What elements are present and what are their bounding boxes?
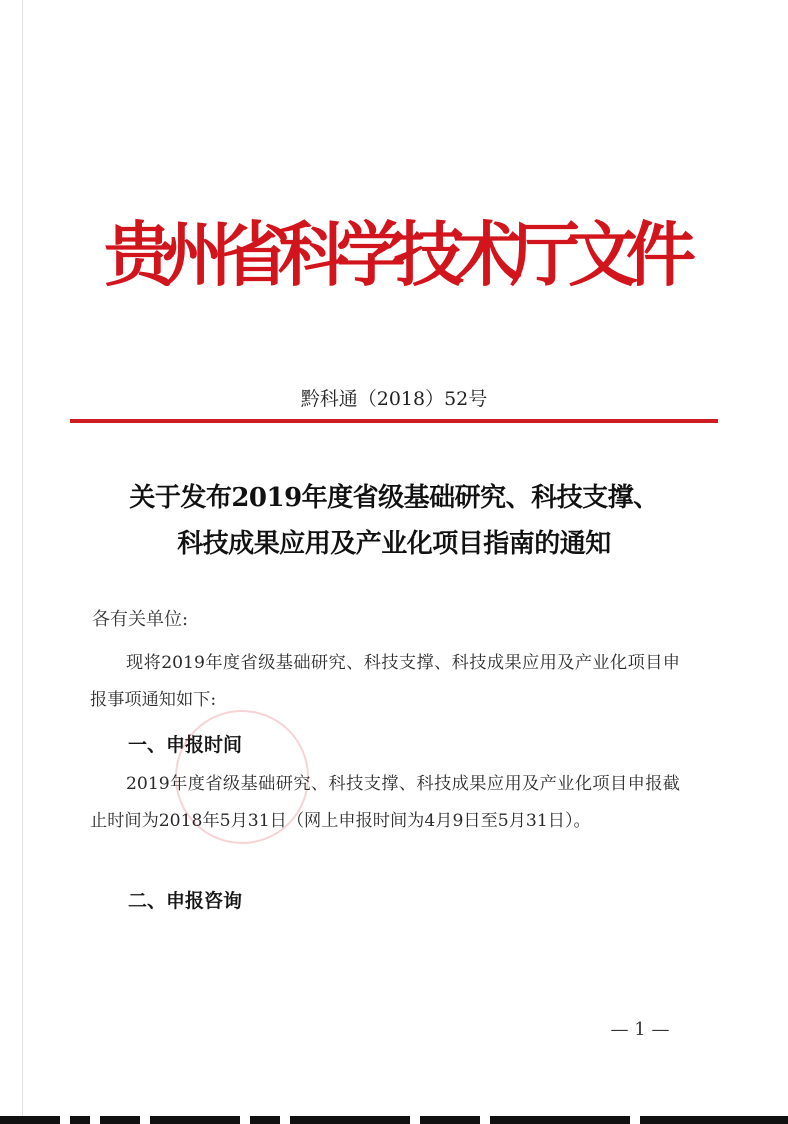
intro-paragraph: 现将2019年度省级基础研究、科技支撑、科技成果应用及产业化项目申报事项通知如下: [90, 653, 680, 710]
red-divider-rule [70, 419, 718, 423]
section-heading-2: 二、申报咨询 [128, 890, 243, 912]
document-title-line-2: 科技成果应用及产业化项目指南的通知 [177, 529, 611, 559]
scan-edge-line [22, 0, 23, 1124]
scan-border-strip [0, 1112, 788, 1124]
document-title [30, 475, 758, 567]
section-1-paragraph: 2019年度省级基础研究、科技支撑、科技成果应用及产业化项目申报截止时间为2018年5月31日（网上申报时间为4月9日至5月31日）。 [90, 774, 680, 831]
document-title-line-1: 关于发布2019年度省级基础研究、科技支撑、 [129, 483, 659, 513]
salutation: 各有关单位: [92, 609, 189, 630]
org-header-title: 贵州省科学技术厅文件 [104, 214, 684, 296]
section-heading-1: 一、申报时间 [128, 734, 243, 756]
document-number: 黔科通（2018）52号 [300, 388, 488, 410]
page-number: — 1 — [610, 1019, 670, 1040]
